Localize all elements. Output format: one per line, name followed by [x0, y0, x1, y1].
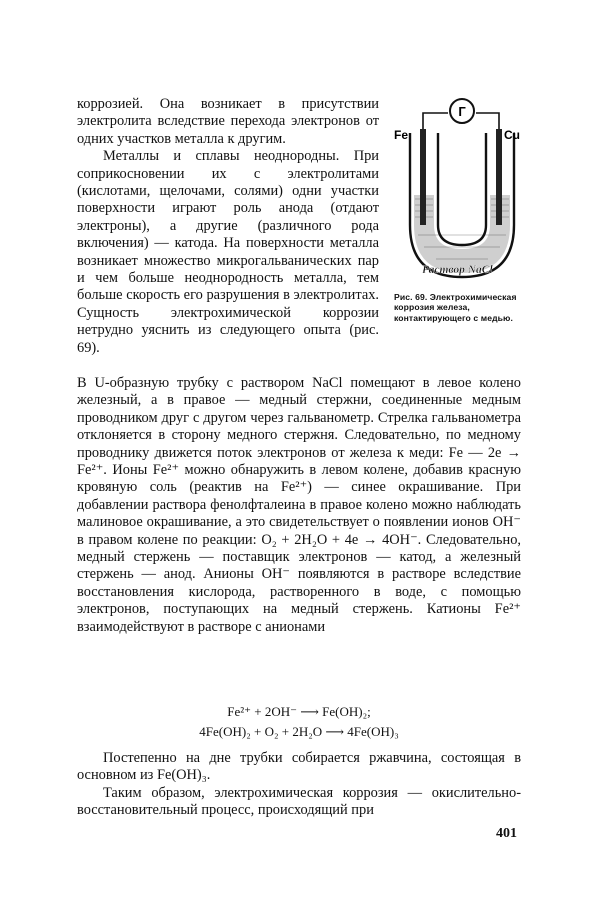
text-column-lower — [77, 750, 521, 820]
equation-2: 4Fe(OH)₂ + O₂ + 2H₂O ⟶ 4Fe(OH)₃ — [199, 724, 399, 739]
equations-block — [77, 702, 521, 742]
fe-label: Fe — [394, 128, 409, 142]
equation-1: Fe²⁺ + 2OH⁻ ⟶ Fe(OH)₂; — [227, 704, 371, 719]
paragraph-conclusion: Таким образом, электрохимическая коррозия — окислительно-восстановительный процесс, происходящий при — [77, 784, 521, 819]
cu-label: Cu — [504, 128, 520, 142]
figure-caption: Рис. 69. Электрохимическая коррозия железа, контактирующего с медью. — [394, 292, 517, 323]
u-tube-inner — [438, 133, 486, 245]
galvanometer-label: Г — [458, 104, 466, 119]
wire-right — [476, 113, 499, 129]
paragraph-continuation: коррозией. Она возникает в присутствии электролита вследствие перехода электронов от одних участков металла к другим. — [77, 96, 379, 147]
u-tube-figure — [392, 95, 532, 280]
page-number: 401 — [496, 826, 517, 841]
solution-label: Раствор NaCl — [422, 264, 493, 276]
iron-electrode — [420, 129, 426, 225]
paragraph-metals: Металлы и сплавы неоднородны. При соприкосновении их с электролитами (кислотами, щелочами, солями) одни участки поверхности играют роль анода (отдают электроны), а другие (различного рода включения) — катода. На поверхности металла возникает множество микрогальванических пар и чем больше неоднородность металла, тем больше скорость его разрушения в электролитах. Сущность электрохимической коррозии нетрудно уяснить из следующего опыта (рис. 69). — [77, 148, 379, 356]
text-column-full — [77, 375, 521, 636]
wire-left — [423, 113, 448, 129]
text-column-upper — [77, 96, 379, 357]
paragraph-rust: Постепенно на дне трубки собирается ржавчина, состоящая в основном из Fe(OH)₃. — [77, 750, 521, 784]
paragraph-experiment: В U-образную трубку с раствором NaCl помещают в левое колено железный, а в правое — медный стержни, соединенные медным проводником друг с другом через гальванометр. Стрелка гальванометра отклоняется в сторону медного стержня. Следовательно, по медному проводнику движется поток электронов от железа к меди: Fe — 2e → Fe²⁺. Ионы Fe²⁺ можно обнаружить в левом колене, добавив красную кровяную соль (реактив на Fe²⁺) — синее окрашивание. При добавлении раствора фенолфталеина в правое колено можно наблюдать малиновое окрашивание, а это свидетельствует о появлении ионов OH⁻ в правом колене по реакции: O₂ + 2H₂O + 4e → 4OH⁻. Следовательно, медный стержень — поставщик электронов — катод, а железный стержень — анод. Анионы OH⁻ появляются в растворе вследствие восстановления кислорода, растворенного в воде, с помощью электронов, поступающих на медный стержень. Катионы Fe²⁺ взаимодействуют в растворе с анионами — [77, 375, 521, 635]
copper-electrode — [496, 129, 502, 225]
